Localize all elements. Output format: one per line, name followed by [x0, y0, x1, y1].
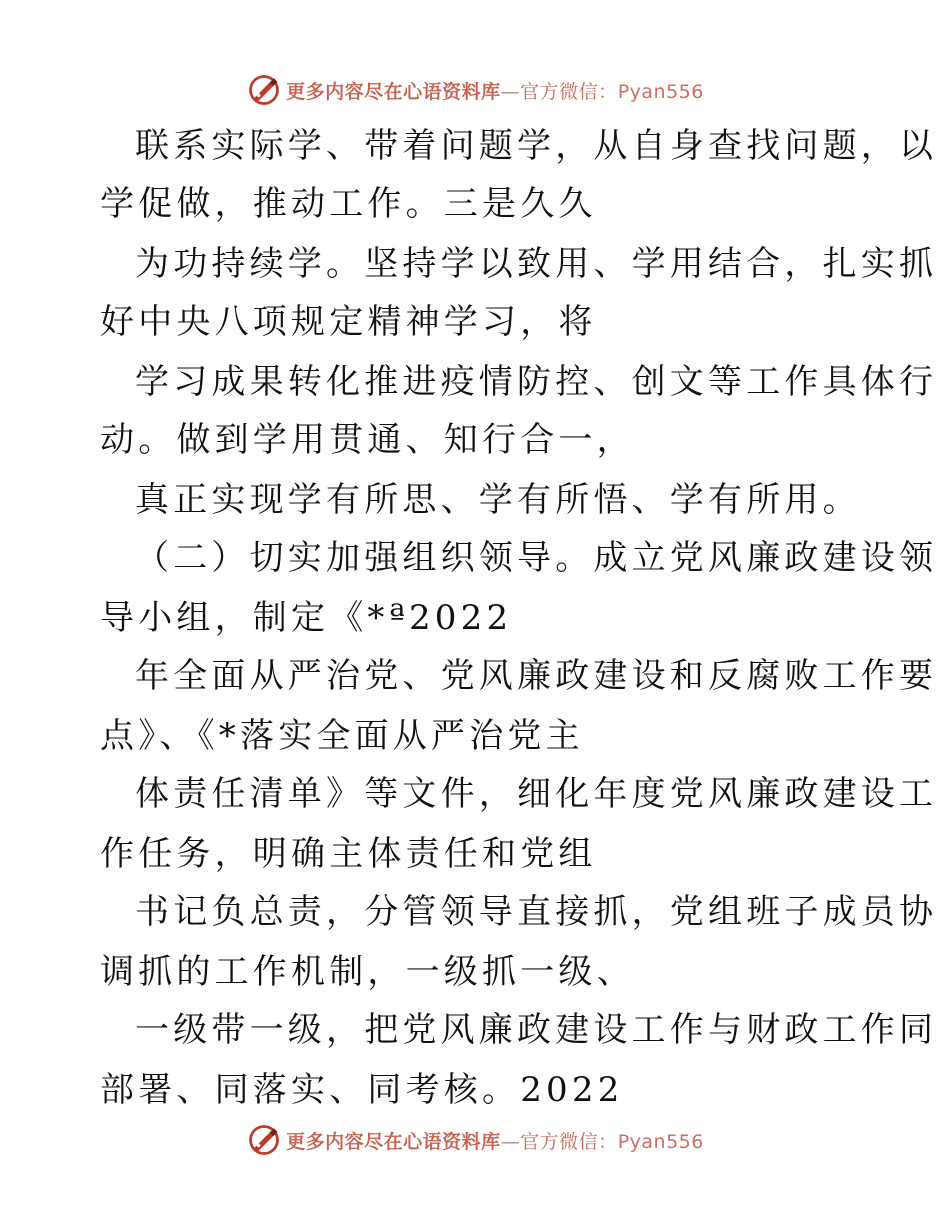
- body-line-17: 部署、同落实、同考核。2022: [100, 1070, 624, 1110]
- watermark-sub-text: 官方微信：: [520, 80, 618, 103]
- watermark-dash: —: [500, 1130, 521, 1153]
- watermark-dash: —: [500, 80, 521, 103]
- body-line-10: 年全面从严治党、党风廉政建设和反腐败工作要: [135, 656, 938, 696]
- watermark-banner-top: [0, 70, 950, 110]
- pen-logo-icon: [246, 72, 282, 108]
- watermark-text: [286, 77, 704, 104]
- body-line-12: 体责任清单》等文件，细化年度党风廉政建设工: [135, 774, 938, 814]
- body-line-15: 调抓的工作机制，一级抓一级、: [100, 952, 635, 992]
- body-line-1: 联系实际学、带着问题学，从自身查找问题，以: [135, 126, 938, 166]
- watermark-account: Pyan556: [617, 1130, 704, 1153]
- body-line-9: 导小组，制定《*ª2022: [100, 598, 513, 638]
- body-line-5: 学习成果转化推进疫情防控、创文等工作具体行: [135, 362, 938, 402]
- watermark-account: Pyan556: [617, 80, 704, 103]
- body-line-7: 真正实现学有所思、学有所悟、学有所用。: [135, 480, 861, 520]
- watermark-main-text: 更多内容尽在心语资料库: [286, 80, 501, 103]
- body-line-11: 点》、《*落实全面从严治党主: [100, 716, 584, 756]
- body-line-4: 好中央八项规定精神学习，将: [100, 302, 597, 342]
- watermark-banner-bottom: [0, 1120, 950, 1160]
- body-line-13: 作任务，明确主体责任和党组: [100, 834, 597, 874]
- watermark-text: [286, 1127, 704, 1154]
- body-line-2: 学促做，推动工作。三是久久: [100, 184, 597, 224]
- pen-logo-icon: [246, 1122, 282, 1158]
- body-line-3: 为功持续学。坚持学以致用、学用结合，扎实抓: [135, 244, 938, 284]
- body-line-8: （二）切实加强组织领导。成立党风廉政建设领: [135, 538, 938, 578]
- watermark-main-text: 更多内容尽在心语资料库: [286, 1130, 501, 1153]
- body-line-16: 一级带一级，把党风廉政建设工作与财政工作同: [135, 1010, 938, 1050]
- body-line-6: 动。做到学用贯通、知行合一，: [100, 420, 635, 460]
- body-line-14: 书记负总责，分管领导直接抓，党组班子成员协: [135, 892, 938, 932]
- watermark-sub-text: 官方微信：: [520, 1130, 618, 1153]
